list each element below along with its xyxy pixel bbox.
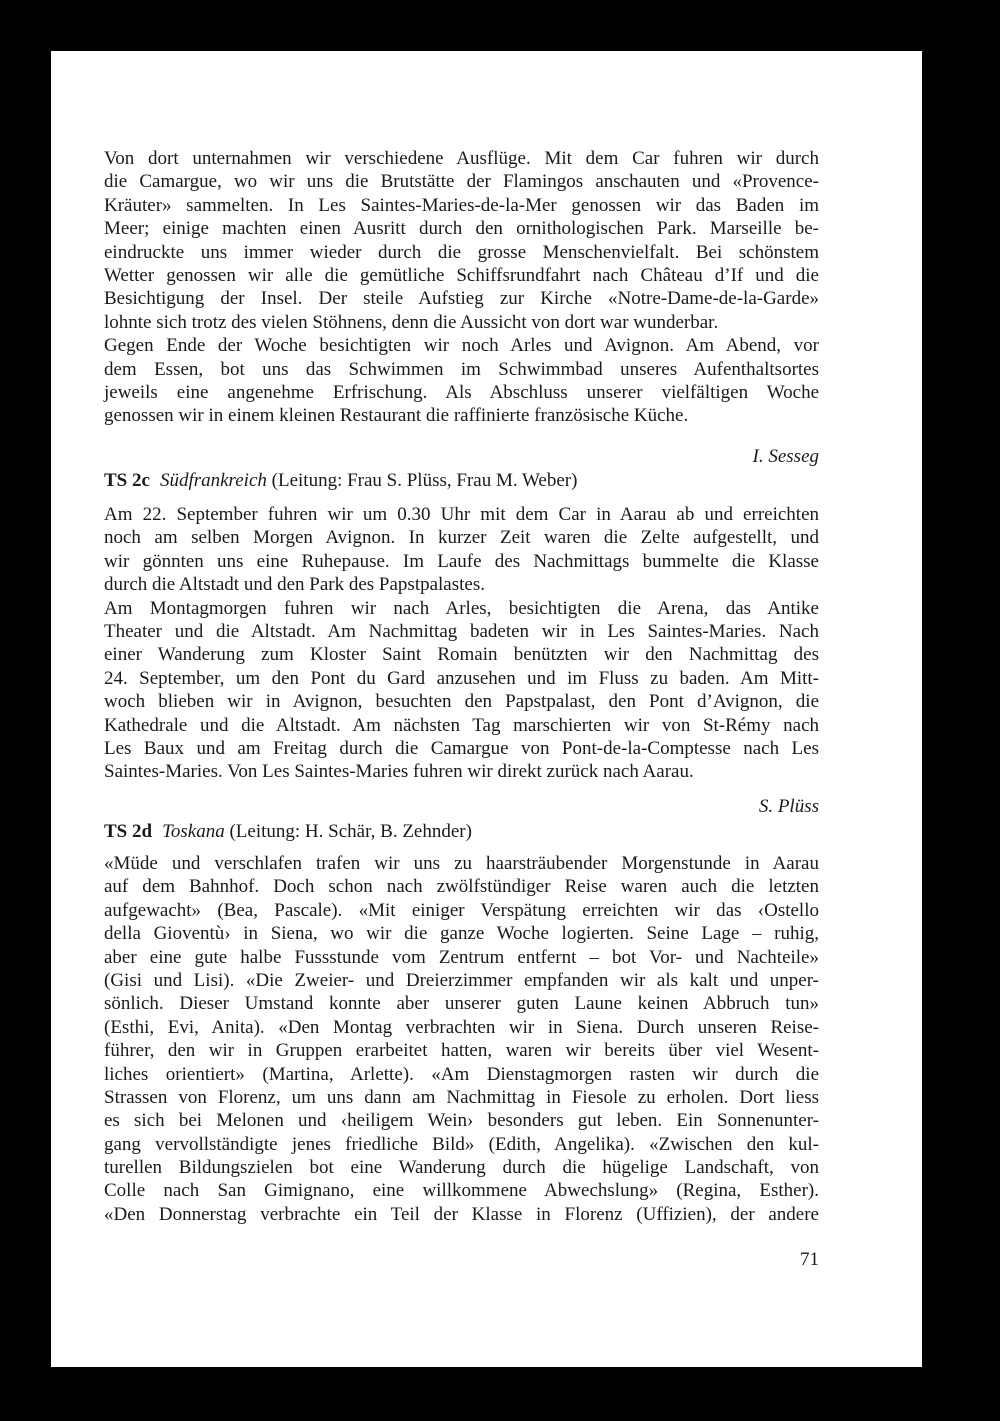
text-line: jeweils eine angenehme Erfrischung. Als Abschluss unserer vielfältigen Woche — [104, 381, 819, 403]
text-line: genossen wir in einem kleinen Restaurant die raffinierte französische Küche. — [104, 405, 689, 427]
section-leadership: (Leitung: H. Schär, B. Zehnder) — [229, 821, 472, 842]
text-line: Colle nach San Gimignano, eine willkommene Abwechslung» (Regina, Esther). — [104, 1180, 819, 1202]
text-line: Von dort unternahmen wir verschiedene Ausflüge. Mit dem Car fuhren wir durch — [104, 148, 819, 169]
signature-pluess: S. Plüss — [758, 796, 819, 817]
text-line: liches orientiert» (Martina, Arlette). «Am Dienstagmorgen rasten wir durch die — [104, 1063, 819, 1085]
text-line: Gegen Ende der Woche besichtigten wir noch Arles und Avignon. Am Abend, vor — [104, 335, 819, 357]
paragraph-toskana — [104, 852, 819, 1226]
text-line: Strassen von Florenz, um uns dann am Nachmittag in Fiesole zu erholen. Dort liess — [104, 1086, 819, 1108]
text-line: Meer; einige machten einen Ausritt durch den ornithologischen Park. Marseille be- — [104, 218, 819, 240]
text-line: della Gioventù› in Siena, wo wir die ganze Woche logierten. Seine Lage – ruhig, — [104, 923, 819, 945]
text-line: aufgewacht» (Bea, Pascale). «Mit einiger Verspätung erreichten wir das ‹Ostello — [104, 899, 819, 921]
text-line: turellen Bildungszielen bot eine Wanderung durch die hügelige Landschaft, von — [104, 1157, 819, 1179]
text-line: Kräuter» sammelten. In Les Saintes-Maries-de-la-Mer genossen wir das Baden im — [104, 194, 819, 216]
text-line: woch blieben wir in Avignon, besuchten den Papstpalast, den Pont d’Avignon, die — [104, 691, 819, 713]
text-line: sönlich. Dieser Umstand konnte aber unserer guten Laune keinen Abbruch tun» — [104, 993, 819, 1015]
text-line: Theater und die Altstadt. Am Nachmittag badeten wir in Les Saintes-Maries. Nach — [104, 620, 819, 642]
text-line: dem Essen, bot uns das Schwimmen im Schwimmbad unseres Aufenthaltsortes — [104, 358, 819, 380]
text-line: auf dem Bahnhof. Doch schon nach zwölfstündiger Reise waren auch die letzten — [104, 876, 819, 898]
text-line: 24. September, um den Pont du Gard anzusehen und im Fluss zu baden. Am Mitt- — [104, 667, 819, 689]
text-line: führer, den wir in Gruppen erarbeitet hatten, waren wir bereits über viel Wesent- — [104, 1040, 819, 1062]
section-heading-ts2c — [104, 469, 819, 492]
text-line: (Esthi, Evi, Anita). «Den Montag verbrachten wir in Siena. Durch unseren Reise- — [104, 1016, 819, 1038]
text-line: die Camargue, wo wir uns die Brutstätte der Flamingos anschauten und «Provence- — [104, 171, 819, 193]
text-line: wir gönnten uns eine Ruhepause. Im Laufe des Nachmittags bummelte die Klasse — [104, 550, 819, 572]
page-number: 71 — [800, 1249, 819, 1270]
paragraph-provence-report — [104, 147, 819, 428]
text-line: Les Baux und am Freitag durch die Camargue von Pont-de-la-Comptesse nach Les — [104, 737, 819, 759]
text-line: Saintes-Maries. Von Les Saintes-Maries fuhren wir direkt zurück nach Aarau. — [104, 761, 694, 783]
text-line: «Den Donnerstag verbrachte ein Teil der Klasse in Florenz (Uffizien), der andere — [104, 1203, 819, 1225]
text-line: Kathedrale und die Altstadt. Am nächsten Tag marschierten wir von St-Rémy nach — [104, 714, 819, 736]
text-line: es sich bei Melonen und ‹heiligem Wein› besonders gut leben. Ein Sonnenunter- — [104, 1110, 819, 1132]
text-line: Am 22. September fuhren wir um 0.30 Uhr mit dem Car in Aarau ab und erreichten — [104, 504, 819, 525]
document-page — [51, 51, 922, 1367]
text-line: noch am selben Morgen Avignon. In kurzer Zeit waren die Zelte aufgestellt, und — [104, 527, 819, 549]
paragraph-suedfrankreich — [104, 503, 819, 784]
section-code: TS 2d — [104, 821, 153, 842]
text-line: aber eine gute halbe Fussstunde vom Zentrum entfernt – bot Vor- und Nachteile» — [104, 946, 819, 968]
text-line: Wetter genossen wir alle die gemütliche Schiffsrundfahrt nach Château d’If und die — [104, 264, 819, 286]
section-place: Toskana — [162, 821, 225, 842]
section-place: Südfrankreich — [159, 470, 267, 491]
section-code: TS 2c — [104, 470, 150, 491]
text-line: eindruckte uns immer wieder durch die grosse Menschenvielfalt. Bei schönstem — [104, 241, 819, 263]
text-line: Am Montagmorgen fuhren wir nach Arles, besichtigten die Arena, das Antike — [104, 597, 819, 619]
text-line: «Müde und verschlafen trafen wir uns zu haarsträubender Morgenstunde in Aarau — [104, 853, 819, 874]
text-line: durch die Altstadt und den Park des Papstpalastes. — [104, 574, 485, 596]
text-line: einer Wanderung zum Kloster Saint Romain benützten wir den Nachmittag des — [104, 644, 819, 666]
text-line: Besichtigung der Insel. Der steile Aufstieg zur Kirche «Notre-Dame-de-la-Garde» — [104, 288, 819, 310]
text-line: lohnte sich trotz des vielen Stöhnens, denn die Aussicht von dort war wunderbar. — [104, 311, 719, 333]
signature-sesseg: I. Sesseg — [752, 446, 819, 467]
text-line: (Gisi und Lisi). «Die Zweier- und Dreierzimmer empfanden wir als kalt und unper- — [104, 969, 819, 991]
section-heading-ts2d — [104, 820, 819, 843]
text-line: gang vervollständigte jenes friedliche Bild» (Edith, Angelika). «Zwischen den kul- — [104, 1133, 819, 1155]
section-leadership: (Leitung: Frau S. Plüss, Frau M. Weber) — [271, 470, 578, 491]
